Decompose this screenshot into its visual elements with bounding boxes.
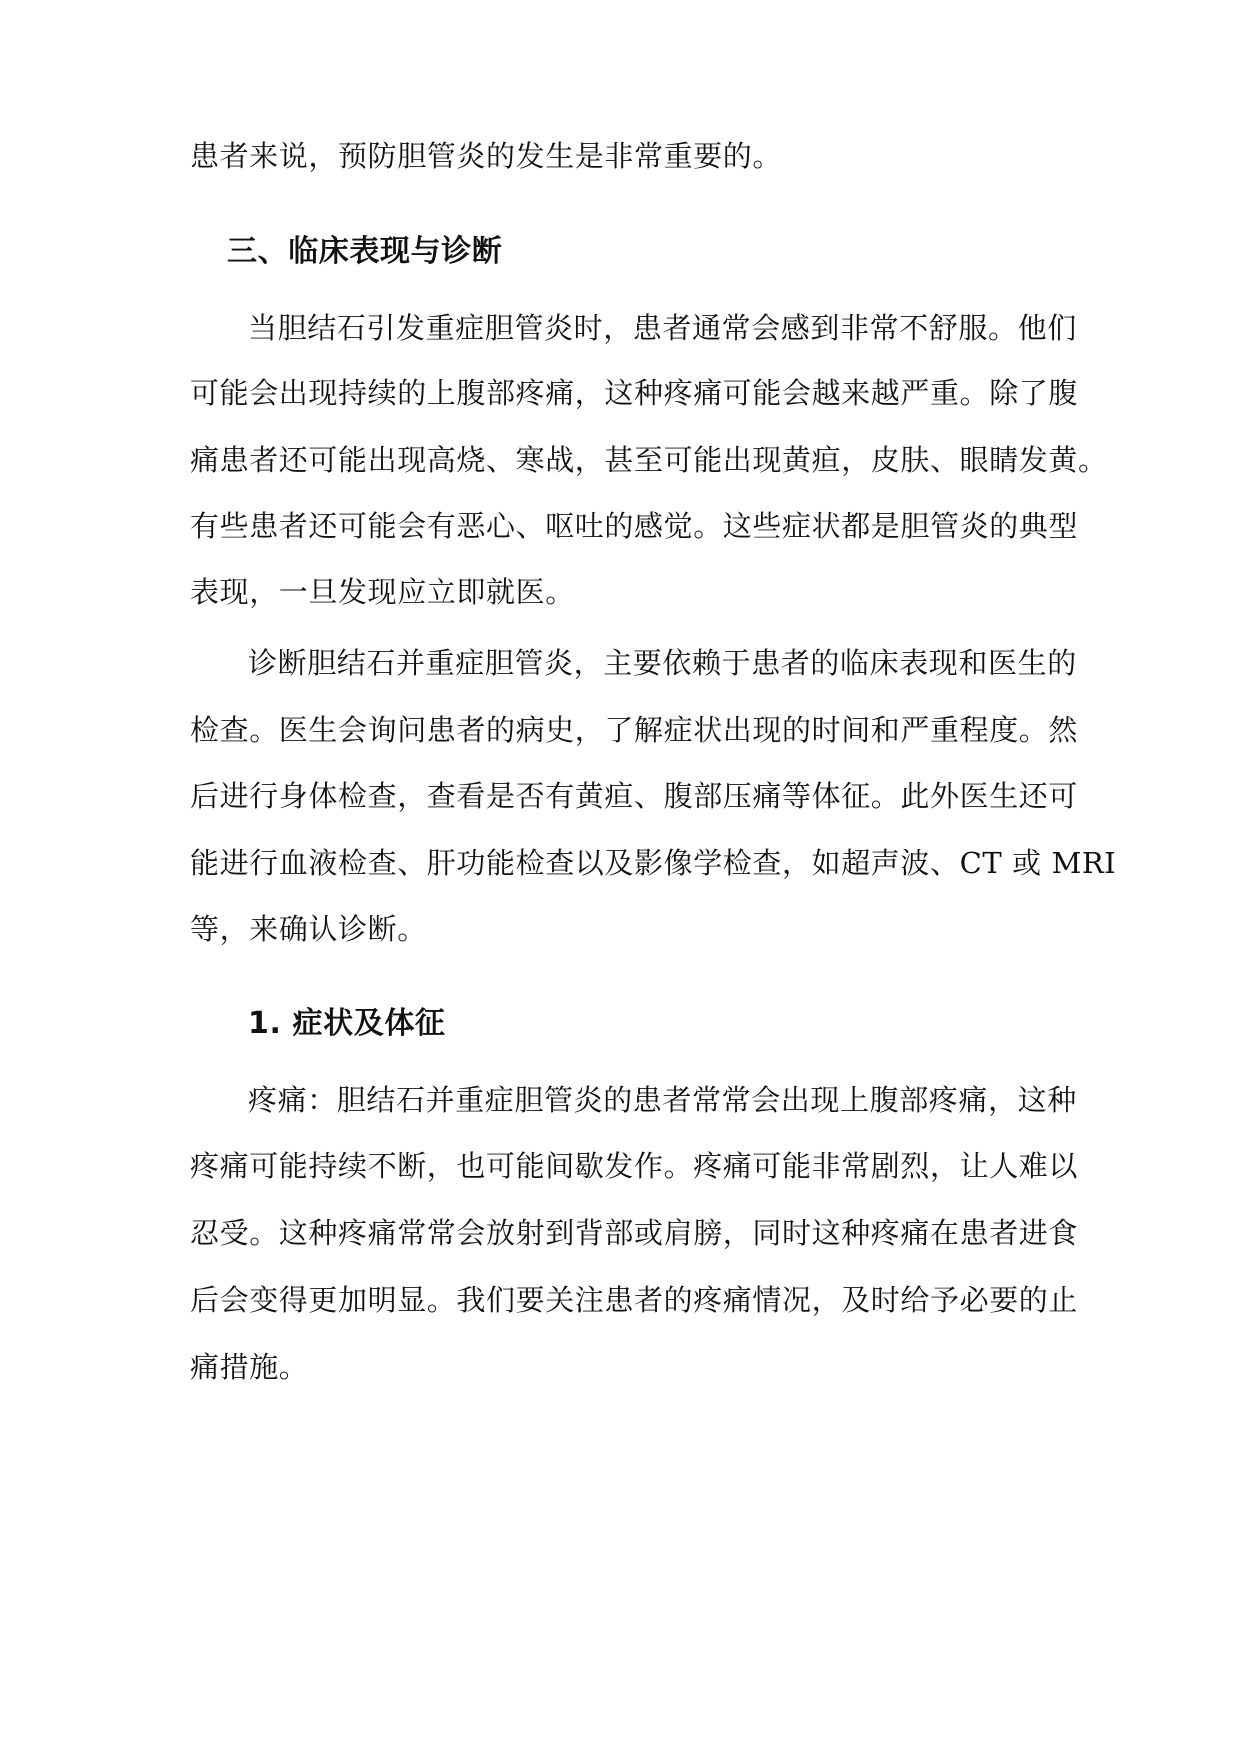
paragraph-line: 可能会出现持续的上腹部疼痛，这种疼痛可能会越来越严重。除了腹: [190, 376, 1079, 410]
paragraph-line: 当胆结石引发重症胆管炎时，患者通常会感到非常不舒服。他们: [248, 311, 1077, 345]
section-heading: 三、临床表现与诊断: [227, 234, 503, 269]
paragraph-line: 疼痛可能持续不断，也可能间歇发作。疼痛可能非常剧烈，让人难以: [190, 1149, 1079, 1183]
subsection-heading: 1. 症状及体征: [248, 1006, 446, 1041]
paragraph-line: 后进行身体检查，查看是否有黄疸、腹部压痛等体征。此外医生还可: [190, 779, 1079, 813]
paragraph-line: 能进行血液检查、肝功能检查以及影像学检查，如超声波、CT 或 MRI: [190, 846, 1117, 880]
paragraph-line: 等，来确认诊断。: [190, 912, 427, 946]
paragraph-line: 后会变得更加明显。我们要关注患者的疼痛情况，及时给予必要的止: [190, 1283, 1079, 1317]
paragraph-line: 患者来说，预防胆管炎的发生是非常重要的。: [190, 139, 783, 173]
paragraph-line: 痛措施。: [190, 1350, 309, 1384]
paragraph-line: 检查。医生会询问患者的病史，了解症状出现的时间和严重程度。然: [190, 713, 1079, 747]
paragraph-line: 表现，一旦发现应立即就医。: [190, 575, 575, 609]
paragraph-line: 痛患者还可能出现高烧、寒战，甚至可能出现黄疸，皮肤、眼睛发黄。: [190, 443, 1108, 477]
paragraph-line: 诊断胆结石并重症胆管炎，主要依赖于患者的临床表现和医生的: [248, 646, 1077, 680]
paragraph-line: 有些患者还可能会有恶心、呕吐的感觉。这些症状都是胆管炎的典型: [190, 509, 1079, 543]
paragraph-line: 忍受。这种疼痛常常会放射到背部或肩膀，同时这种疼痛在患者进食: [190, 1216, 1079, 1250]
paragraph-line: 疼痛：胆结石并重症胆管炎的患者常常会出现上腹部疼痛，这种: [248, 1083, 1077, 1117]
